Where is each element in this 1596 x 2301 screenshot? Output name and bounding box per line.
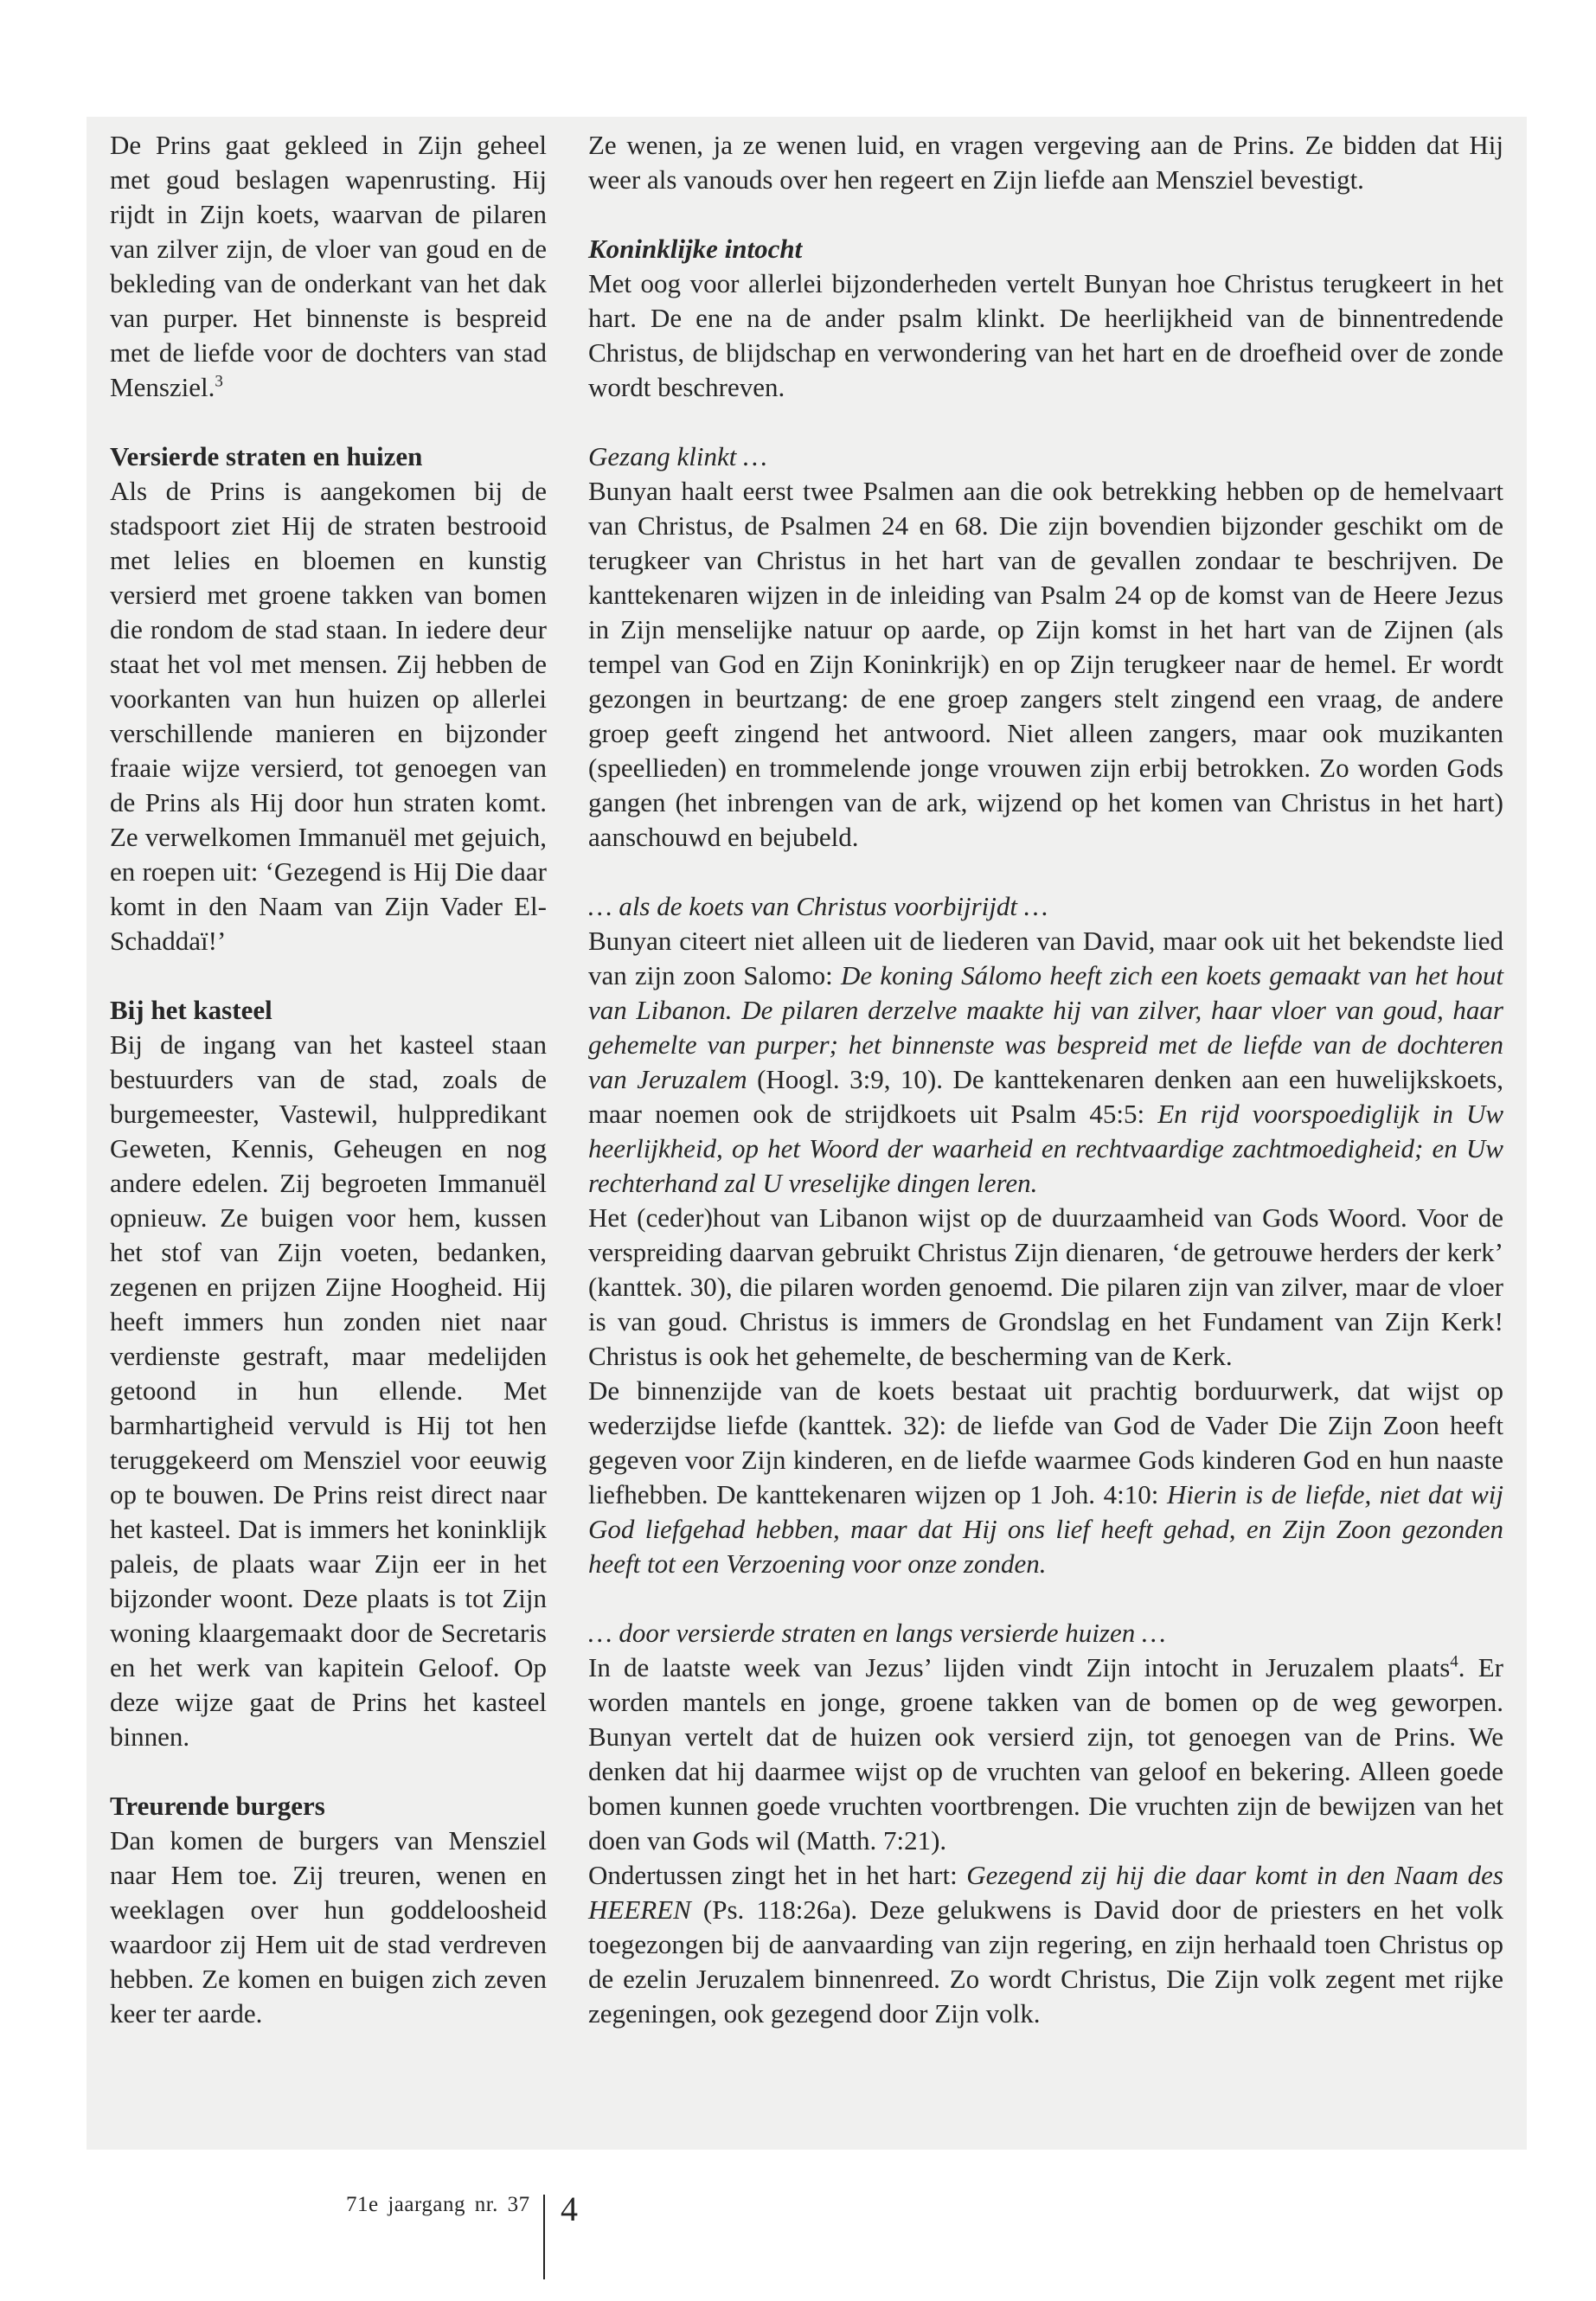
- text-run: Ondertussen zingt het in het hart:: [588, 1860, 967, 1890]
- quote-text: En rijd voorspoediglijk in Uw heerlijkheid, op het Woord der waarheid en rechtvaardige zachtmoedigheid; en Uw rechterhand zal U vreselijke dingen leren.: [588, 1099, 1504, 1198]
- section-heading: [588, 439, 1503, 474]
- text-run: De Prins gaat gekleed in Zijn geheel met goud beslagen wapenrusting. Hij rijdt in Zijn koets, waarvan de pilaren van zilver zijn, de vloer van goud en de bekleding van de onderkant van het dak van purper. Het binnenste is bespreid met de liefde voor de dochters van stad Mensziel.: [110, 130, 547, 402]
- text-run: (Ps. 118:26a). Deze gelukwens is David door de priesters en het volk toegezongen bij de aanvaarding van zijn regering, en zijn herhaald toen Christus op de ezelin Jeruzalem binnenreed. Zo wordt Christus, Die Zijn volk zegent met rijke zegeningen, ook gezegend door Zijn volk.: [588, 1894, 1503, 2029]
- text-run: Ze wenen, ja ze wenen luid, en vragen vergeving aan de Prins. Ze bidden dat Hij weer als vanouds over hen regeert en Zijn liefde aan Mensziel bevestigt.: [588, 130, 1503, 195]
- left-column: [110, 128, 547, 2031]
- text-run: Gezang klinkt …: [588, 441, 767, 471]
- text-run: Het (ceder)hout van Libanon wijst op de duurzaamheid van Gods Woord. Voor de verspreiding daarvan gebruikt Christus Zijn dienaren, ‘de getrouwe herders der kerk’ (kanttek. 30), die pilaren worden genoemd. Die pilaren zijn van zilver, maar de vloer is van goud. Christus is immers de Grondslag en het Fundament van Zijn Kerk! Christus is ook het gehemelte, de bescherming van de Kerk.: [588, 1202, 1503, 1371]
- paragraph: [110, 474, 547, 958]
- text-run: Versierde straten en huizen: [110, 441, 423, 471]
- text-run: … door versierde straten en langs versierde huizen …: [588, 1618, 1166, 1648]
- section-heading: [110, 1789, 547, 1823]
- page-number: 4: [561, 2189, 578, 2228]
- paragraph: [110, 1028, 547, 1754]
- paragraph: [588, 1650, 1503, 1858]
- right-column: [588, 128, 1503, 2031]
- paragraph: [110, 128, 547, 405]
- section-heading: [588, 232, 1503, 266]
- paragraph: [588, 1201, 1503, 1374]
- section-heading: [588, 1616, 1503, 1650]
- text-run: (Hoogl. 3:9, 10). De kanttekenaren denken aan een huwelijkskoets, maar noemen ook de strijdkoets uit Psalm 45:5:: [588, 1064, 1503, 1129]
- issue-label: 71e jaargang nr. 37: [346, 2193, 530, 2216]
- section-heading: [110, 439, 547, 474]
- paragraph: [588, 1858, 1503, 2031]
- footer-divider: [543, 2195, 545, 2279]
- text-run: Als de Prins is aangekomen bij de stadspoort ziet Hij de straten bestrooid met lelies en bloemen en kunstig versierd met groene takken van bomen die rondom de stad staan. In iedere deur staat het vol met mensen. Zij hebben de voorkanten van hun huizen op allerlei verschillende manieren en bijzonder fraaie wijze versierd, tot genoegen van de Prins als Hij door hun straten komt. Ze verwelkomen Immanuël met gejuich, en roepen uit: ‘Gezegend is Hij Die daar komt in den Naam van Zijn Vader El-Schaddaï!’: [110, 476, 547, 956]
- text-run: Treurende burgers: [110, 1791, 325, 1821]
- paragraph: [588, 924, 1503, 1201]
- text-run: In de laatste week van Jezus’ lijden vindt Zijn intocht in Jeruzalem plaats: [588, 1652, 1451, 1682]
- text-run: Bunyan citeert niet alleen uit de liederen van David, maar ook uit het bekendste lied van zijn zoon Salomo:: [588, 926, 1503, 990]
- text-run: … als de koets van Christus voorbijrijdt …: [588, 891, 1048, 921]
- section-heading: [588, 889, 1503, 924]
- text-run: . Er worden mantels en jonge, groene takken van de bomen op de weg geworpen. Bunyan vertelt dat de huizen ook versierd zijn, tot genoegen van de Prins. We denken dat hij daarmee wijst op de vruchten van geloof en bekering. Alleen goede bomen kunnen goede vruchten voortbrengen. Die vruchten zijn de bewijzen van het doen van Gods wil (Matth. 7:21).: [588, 1652, 1504, 1856]
- footnote-ref: 4: [1450, 1652, 1458, 1671]
- text-run: Bunyan haalt eerst twee Psalmen aan die ook betrekking hebben op de hemelvaart van Christus, de Psalmen 24 en 68. Die zijn bovendien bijzonder geschikt om de terugkeer van Christus in het hart van de gevallen zondaar te beschrijven. De kanttekenaren wijzen in de inleiding van Psalm 24 op de komst van de Heere Jezus in Zijn menselijke natuur op aarde, op Zijn komst in het hart van de Zijnen (als tempel van God en Zijn Koninkrijk) en op Zijn terugkeer naar de hemel. Er wordt gezongen in beurtzang: de ene groep zangers stelt zingend een vraag, de andere groep geeft zingend het antwoord. Niet alleen zangers, maar ook muzikanten (speellieden) en trommelende jonge vrouwen zijn erbij betrokken. Zo worden Gods gangen (het inbrengen van de ark, wijzend op het komen van Christus in het hart) aanschouwd en bejubeld.: [588, 476, 1503, 852]
- quote-text: Hierin is de liefde, niet dat wij God liefgehad hebben, maar dat Hij ons lief heeft gehad, en Zijn Zoon gezonden heeft tot een Verzoening voor onze zonden.: [588, 1479, 1503, 1579]
- text-run: Bij het kasteel: [110, 995, 272, 1025]
- text-run: Koninklijke intocht: [588, 234, 803, 264]
- footnote-ref: 3: [215, 372, 223, 391]
- text-run: Dan komen de burgers van Mensziel naar Hem toe. Zij treuren, wenen en weeklagen over hun goddeloosheid waardoor zij Hem uit de stad verdreven hebben. Ze komen en buigen zich zeven keer ter aarde.: [110, 1825, 547, 2029]
- paragraph: [588, 266, 1503, 405]
- text-run: Bij de ingang van het kasteel staan bestuurders van de stad, zoals de burgemeester, Vastewil, hulppredikant Geweten, Kennis, Geheugen en nog andere edelen. Zij begroeten Immanuël opnieuw. Ze buigen voor hem, kussen het stof van Zijn voeten, bedanken, zegenen en prijzen Zijne Hoogheid. Hij heeft immers hun zonden niet naar verdienste gestraft, maar medelijden getoond in hun ellende. Met barmhartigheid vervuld is Hij tot hen teruggekeerd om Mensziel voor eeuwig op te bouwen. De Prins reist direct naar het kasteel. Dat is immers het koninklijk paleis, de plaats waar Zijn eer in het bijzonder woont. Deze plaats is tot Zijn woning klaargemaakt door de Secretaris en het werk van kapitein Geloof. Op deze wijze gaat de Prins het kasteel binnen.: [110, 1029, 547, 1752]
- text-run: Met oog voor allerlei bijzonderheden vertelt Bunyan hoe Christus terugkeert in het hart. De ene na de ander psalm klinkt. De heerlijkheid van de binnentredende Christus, de blijdschap en verwondering van het hart en de droefheid over de zonde wordt beschreven.: [588, 268, 1503, 402]
- section-heading: [110, 993, 547, 1028]
- quote-text: De koning Sálomo heeft zich een koets gemaakt van het hout van Libanon. De pilaren derzelve maakte hij van zilver, haar vloer van goud, haar gehemelte van purper; het binnenste was bespreid met de liefde van de dochteren van Jeruzalem: [588, 960, 1503, 1094]
- paragraph: [110, 1823, 547, 2031]
- paragraph: [588, 474, 1503, 855]
- paragraph: [588, 1374, 1503, 1581]
- quote-text: Gezegend zij hij die daar komt in den Naam des HEEREN: [588, 1860, 1503, 1925]
- paragraph: [588, 128, 1503, 197]
- text-run: De binnenzijde van de koets bestaat uit prachtig borduurwerk, dat wijst op wederzijdse liefde (kanttek. 32): de liefde van God de Vader Die Zijn Zoon heeft gegeven voor Zijn kinderen, en de liefde waarmee Gods kinderen God en hun naaste liefhebben. De kanttekenaren wijzen op 1 Joh. 4:10:: [588, 1375, 1503, 1509]
